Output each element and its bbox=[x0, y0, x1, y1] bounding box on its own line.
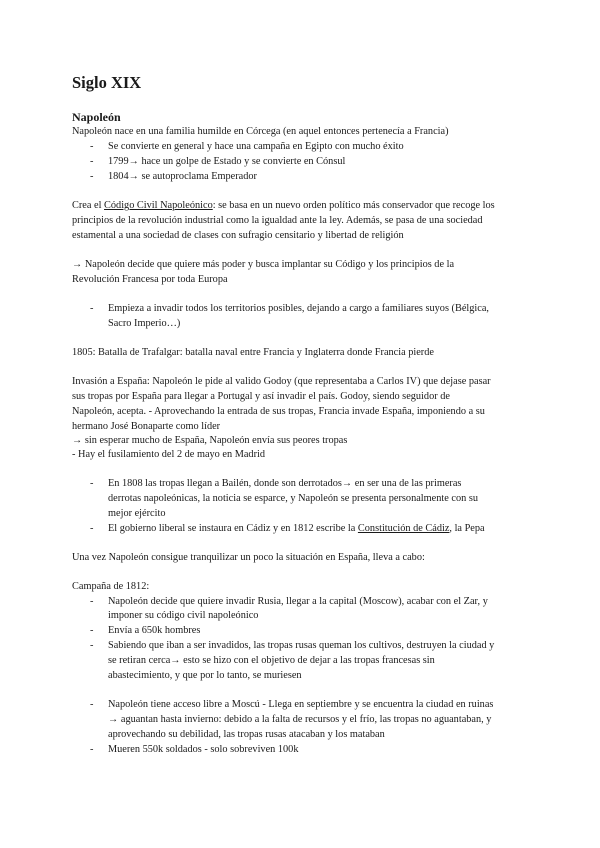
paragraph-line: Invasión a España: Napoleón le pide al valido Godoy (que representaba a Carlos IV) que dejase pasar bbox=[72, 376, 491, 387]
codigo-paragraph bbox=[72, 199, 495, 212]
bullet-dash: - bbox=[90, 141, 94, 152]
list-item: Mueren 550k soldados - solo sobreviven 100k bbox=[108, 744, 299, 755]
list-item-continuation: → aguantan hasta invierno: debido a la falta de recursos y el frío, las tropas no aguantaban, y bbox=[108, 714, 492, 725]
list-item: Envía a 650k hombres bbox=[108, 625, 201, 636]
text-run: Crea el bbox=[72, 200, 105, 211]
paragraph-line: → Napoleón decide que quiere más poder y busca implantar su Código y los principios de la bbox=[72, 259, 455, 270]
list-item-continuation: abastecimiento, y que por lo tanto, se muriesen bbox=[108, 670, 302, 681]
text-run: : se basa en un nuevo orden político más conservador que recoge los bbox=[212, 200, 495, 211]
list-item: Napoleón tiene acceso libre a Moscú - Llega en septiembre y se encuentra la ciudad en ruinas bbox=[108, 699, 494, 710]
list-item: 1804→ se autoproclama Emperador bbox=[108, 171, 257, 182]
tranquilizar-paragraph: Una vez Napoleón consigue tranquilizar un poco la situación en España, lleva a cabo: bbox=[72, 552, 425, 563]
list-item-continuation: mejor ejército bbox=[108, 508, 166, 519]
list-item: Napoleón decide que quiere invadir Rusia, llegar a la capital (Moscow), acabar con el Zar, y bbox=[108, 596, 488, 607]
list-item: Empieza a invadir todos los territorios posibles, dejando a cargo a familiares suyos (Bélgica, bbox=[108, 303, 489, 314]
intro-paragraph: Napoleón nace en una familia humilde en Córcega (en aquel entonces pertenecía a Francia) bbox=[72, 126, 449, 137]
text-run: El gobierno liberal se instaura en Cádiz y en 1812 escribe la bbox=[108, 523, 358, 534]
trafalgar-paragraph: 1805: Batalla de Trafalgar: batalla naval entre Francia y Inglaterra donde Francia pierde bbox=[72, 347, 434, 358]
bullet-dash: - bbox=[90, 699, 94, 710]
bullet-dash: - bbox=[90, 523, 94, 534]
bullet-dash: - bbox=[90, 303, 94, 314]
paragraph-line: sus tropas por España para llegar a Portugal y así invadir el país. Godoy, siendo seguidor de bbox=[72, 391, 450, 402]
paragraph-line: Revolución Francesa por toda Europa bbox=[72, 274, 228, 285]
paragraph-line: - Hay el fusilamiento del 2 de mayo en Madrid bbox=[72, 449, 266, 460]
bullet-dash: - bbox=[90, 744, 94, 755]
list-item-continuation: Sacro Imperio…) bbox=[108, 318, 181, 329]
paragraph-line: → sin esperar mucho de España, Napoleón envía sus peores tropas bbox=[72, 435, 348, 446]
list-item: 1799→ hace un golpe de Estado y se convierte en Cónsul bbox=[108, 156, 346, 167]
list-item: Sabiendo que iban a ser invadidos, las tropas rusas queman los cultivos, destruyen la ciudad y bbox=[108, 640, 495, 651]
bullet-dash: - bbox=[90, 156, 94, 167]
page-title: Siglo XIX bbox=[72, 73, 142, 92]
codigo-civil-link[interactable]: Código Civil Napoleónico bbox=[104, 200, 213, 211]
campana-heading: Campaña de 1812: bbox=[72, 581, 150, 592]
bullet-dash: - bbox=[90, 625, 94, 636]
bullet-dash: - bbox=[90, 171, 94, 182]
list-item-continuation: derrotas napoleónicas, la noticia se esparce, y Napoleón se presenta personalmente con su bbox=[108, 493, 478, 504]
list-item-continuation: aprovechando su debilidad, las tropas rusas atacaban y los mataban bbox=[108, 729, 385, 740]
bullet-dash: - bbox=[90, 478, 94, 489]
bullet-dash: - bbox=[90, 640, 94, 651]
bullet-dash: - bbox=[90, 596, 94, 607]
paragraph-line: principios de la revolución industrial como la igualdad ante la ley. Además, se pasa de una sociedad bbox=[72, 215, 483, 226]
text-run: , la Pepa bbox=[449, 523, 485, 534]
section-heading: Napoleón bbox=[72, 110, 121, 124]
list-item: Se convierte en general y hace una campaña en Egipto con mucho éxito bbox=[108, 141, 404, 152]
list-item bbox=[108, 522, 485, 535]
paragraph-line: Napoleón, acepta. - Aprovechando la entrada de sus tropas, Francia invade España, imponiendo a su bbox=[72, 406, 485, 417]
list-item-continuation: se retiran cerca→ esto se hizo con el objetivo de dejar a las tropas francesas sin bbox=[108, 655, 435, 666]
list-item-continuation: imponer su código civil napoleónico bbox=[108, 610, 259, 621]
constitucion-cadiz-link[interactable]: Constitución de Cádiz bbox=[357, 523, 450, 534]
list-item: En 1808 las tropas llegan a Bailén, donde son derrotados→ en ser una de las primeras bbox=[108, 478, 462, 489]
paragraph-line: hermano José Bonaparte como líder bbox=[72, 421, 221, 432]
paragraph-line: estamental a una sociedad de clases con sufragio censitario y libertad de religión bbox=[72, 230, 404, 241]
